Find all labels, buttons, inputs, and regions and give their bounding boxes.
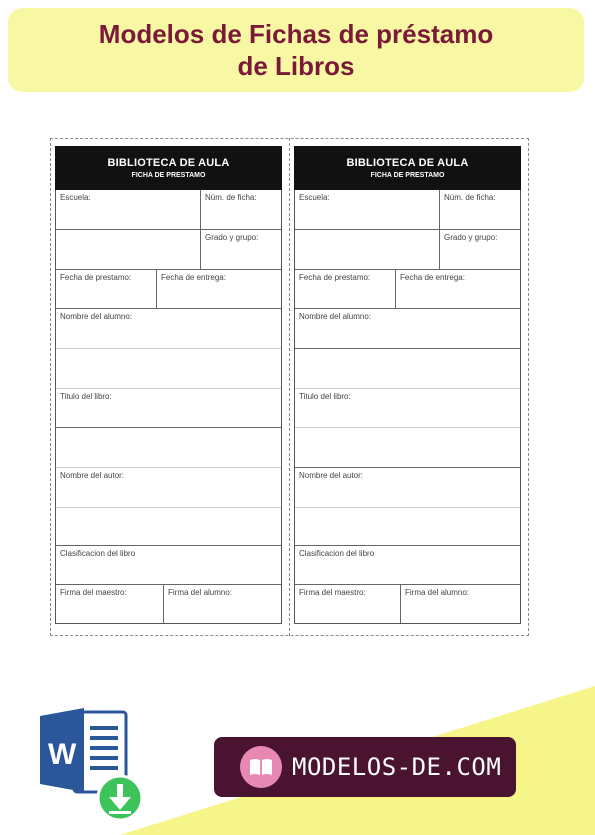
field-fecha-entrega: Fecha de entrega: <box>157 270 281 309</box>
field-blank <box>56 349 281 389</box>
field-num-ficha: Núm. de ficha: <box>440 190 520 230</box>
field-fecha-entrega: Fecha de entrega: <box>396 270 520 309</box>
field-blank <box>295 428 520 468</box>
field-firma-alumno: Firma del alumno: <box>405 588 470 597</box>
field-blank <box>56 428 281 468</box>
card-subtitle: FICHA DE PRESTAMO <box>370 172 445 179</box>
field-blank <box>295 508 520 546</box>
field-clasificacion: Clasificacion del libro <box>295 546 520 585</box>
field-titulo-libro: Titulo del libro: <box>295 389 520 428</box>
download-arrow-icon <box>98 776 142 820</box>
field-firma-maestro: Firma del maestro: <box>295 585 401 623</box>
field-titulo-libro: Titulo del libro: <box>56 389 281 428</box>
field-nombre-alumno: Nombre del alumno: <box>295 309 520 349</box>
field-grado-grupo: Grado y grupo: <box>201 230 281 270</box>
field-firma-alumno: Firma del alumno: <box>168 588 233 597</box>
field-blank <box>56 508 281 546</box>
field-escuela: Escuela: <box>56 190 201 230</box>
loan-form <box>55 190 282 624</box>
open-book-icon <box>240 746 282 788</box>
loan-card-right <box>294 146 521 624</box>
card-subtitle: FICHA DE PRESTAMO <box>131 172 206 179</box>
field-blank <box>295 230 440 270</box>
card-title: BIBLIOTECA DE AULA <box>107 157 230 169</box>
field-firma-maestro: Firma del maestro: <box>56 585 164 623</box>
field-fecha-prestamo: Fecha de prestamo: <box>295 270 396 309</box>
cut-line <box>289 138 290 636</box>
field-blank <box>295 349 520 389</box>
page-title-line1: Modelos de Fichas de préstamo <box>98 19 494 49</box>
brand-name: MODELOS-DE.COM <box>292 753 502 781</box>
loan-card-left <box>55 146 282 624</box>
field-num-ficha: Núm. de ficha: <box>201 190 281 230</box>
field-nombre-autor: Nombre del autor: <box>56 468 281 508</box>
field-nombre-alumno: Nombre del alumno: <box>56 309 281 349</box>
field-nombre-autor: Nombre del autor: <box>295 468 520 508</box>
field-fecha-prestamo: Fecha de prestamo: <box>56 270 157 309</box>
card-title: BIBLIOTECA DE AULA <box>346 157 469 169</box>
brand-link[interactable] <box>214 737 516 797</box>
field-escuela: Escuela: <box>295 190 440 230</box>
title-banner <box>8 8 584 92</box>
word-document-icon[interactable] <box>40 708 144 824</box>
page-title-line2: de Libros <box>237 51 355 81</box>
svg-text:W: W <box>48 738 77 771</box>
card-header <box>294 146 521 190</box>
field-grado-grupo: Grado y grupo: <box>440 230 520 270</box>
field-clasificacion: Clasificacion del libro <box>56 546 281 585</box>
card-header <box>55 146 282 190</box>
loan-form <box>294 190 521 624</box>
field-blank <box>56 230 201 270</box>
